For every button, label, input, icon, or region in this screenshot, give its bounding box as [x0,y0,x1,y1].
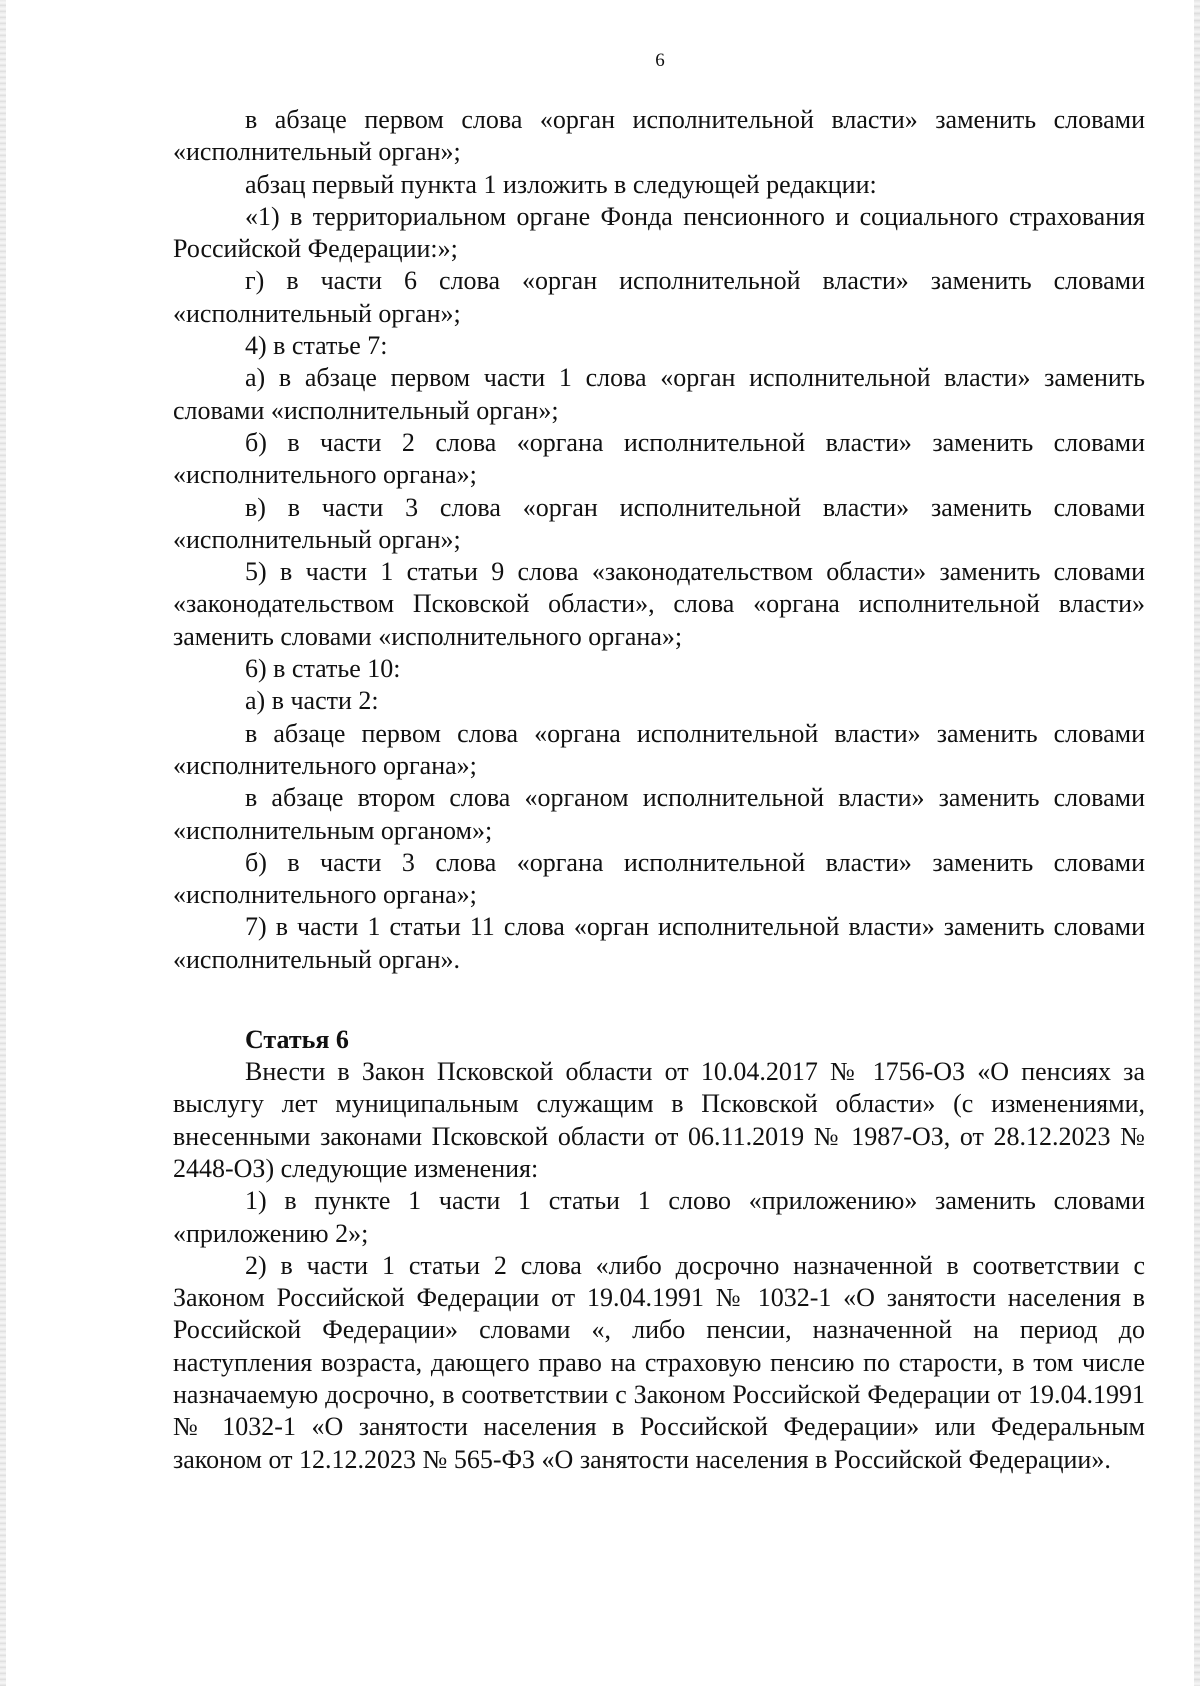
paragraph: 2) в части 1 статьи 2 слова «либо досрочно назначенной в соответствии с Законом Российской Федерации от 19.04.1991 № 1032-1 «О занятости населения в Российской Федерации» словами «, либо пенсии, назначенной на период до наступления возраста, дающего право на страховую пенсию по старости, в том числе назначаемую досрочно, в соответствии с Законом Российской Федерации от 19.04.1991 № 1032-1 «О занятости населения в Российской Федерации» или Федеральным законом от 12.12.2023 № 565-ФЗ «О занятости населения в Российской Федерации». [173,1250,1145,1474]
scan-edge-right [1194,0,1200,1686]
paragraph: в абзаце первом слова «орган исполнительной власти» заменить словами «исполнительный орган»; [173,105,1145,167]
page-number: 6 [655,50,665,71]
scan-edge-left [0,0,6,1686]
paragraph: б) в части 3 слова «органа исполнительной власти» заменить словами «исполнительного органа»; [173,847,1145,910]
paragraph: 7) в части 1 статьи 11 слова «орган исполнительной власти» заменить словами «исполнительный орган». [173,912,1145,974]
document-body [173,104,1145,1476]
paragraph: в абзаце втором слова «органом исполнительной власти» заменить словами «исполнительным органом»; [173,783,1145,845]
paragraph: а) в абзаце первом части 1 слова «орган исполнительной власти» заменить словами «исполнительный орган»; [173,363,1145,425]
paragraph: 6) в статье 10: [245,654,401,684]
paragraph: а) в части 2: [245,686,379,716]
paragraph: 5) в части 1 статьи 9 слова «законодательством области» заменить словами «законодательством Псковской области», слова «органа исполнительной власти» заменить словами «исполнительного органа»; [173,557,1145,651]
paragraph: 1) в пункте 1 части 1 статьи 1 слово «приложению» заменить словами «приложению 2»; [173,1186,1145,1248]
paragraph: в абзаце первом слова «органа исполнительной власти» заменить словами «исполнительного органа»; [173,718,1145,780]
paragraph: абзац первый пункта 1 изложить в следующей редакции: [245,169,877,199]
paragraph: г) в части 6 слова «орган исполнительной власти» заменить словами «исполнительный орган»; [173,266,1145,328]
paragraph: Внести в Закон Псковской области от 10.04.2017 № 1756-ОЗ «О пенсиях за выслугу лет муниципальным служащим в Псковской области» (с изменениями, внесенными законами Псковской области от 06.11.2019 № 1987-ОЗ, от 28.12.2023 № 2448-ОЗ) следующие изменения: [173,1057,1145,1183]
paragraph: 4) в статье 7: [245,331,388,361]
article-heading: Статья 6 [245,1025,349,1055]
section-spacer [173,976,1145,1024]
paragraph: в) в части 3 слова «орган исполнительной власти» заменить словами «исполнительный орган»; [173,492,1145,554]
paragraph: б) в части 2 слова «органа исполнительной власти» заменить словами «исполнительного органа»; [173,427,1145,490]
paragraph: «1) в территориальном органе Фонда пенсионного и социального страхования Российской Федерации:»; [173,201,1145,264]
